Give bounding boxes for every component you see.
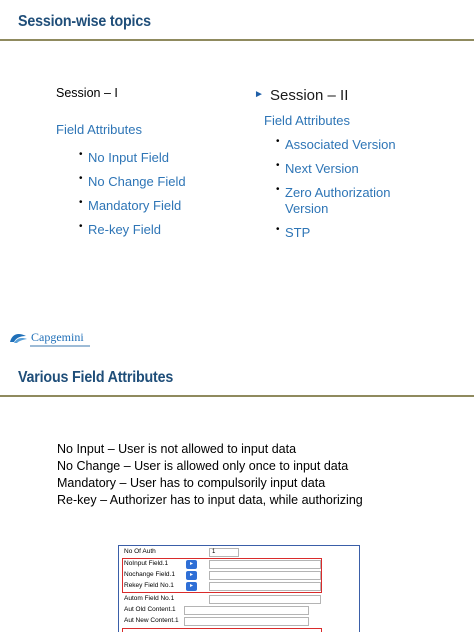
logo-text: Capgemini [31,330,84,344]
attribute-descriptions [57,441,363,509]
session-2-list [276,137,396,241]
bullet-icon: • [79,173,83,184]
form-field[interactable] [184,617,309,626]
slide-title: Session-wise topics [18,13,151,30]
form-field[interactable] [209,560,321,569]
form-field[interactable] [184,606,309,615]
slide-various-field-attributes [0,356,474,632]
form-field[interactable] [209,571,321,580]
description-line: No Input – User is not allowed to input data [57,442,297,456]
list-item: • Associated Version [276,136,396,152]
session-1-label: Session – I [56,86,118,100]
description-line: No Change – User is allowed only once to input data [57,459,349,473]
list-item: • Next Version [276,160,359,176]
bullet-icon: • [276,136,280,147]
bullet-icon: • [276,160,280,171]
form-field[interactable]: 1 [209,548,239,557]
form-row: Aut Old Content.1 [124,606,354,616]
list-item: • Re-key Field [79,221,161,237]
capgemini-logo [8,330,84,345]
list-item: • Mandatory Field [79,197,182,213]
form-row: NoInput Field.1 ▸ [124,560,354,570]
form-row: No Of Auth 1 [124,548,354,558]
bullet-icon: • [79,149,83,160]
form-field[interactable] [209,582,321,591]
form-row: Autom Field No.1 [124,595,354,605]
session-2-heading: Field Attributes [264,113,350,128]
spade-logo-icon [8,332,28,344]
bullet-icon: • [276,184,280,195]
form-row: Aut New Content.1 [124,617,354,627]
form-screenshot [118,545,360,632]
list-item: • STP [276,224,311,240]
list-item: • No Change Field [79,173,186,189]
highlight-box [122,628,322,632]
logo-tagline-bar [30,345,90,347]
slide-title: Various Field Attributes [18,369,174,386]
form-field[interactable] [209,595,321,604]
list-item: • Zero Authorization Version [276,184,391,216]
session-2-label: Session – II [270,87,349,104]
description-line: Re-key – Authorizer has to input data, while authorizing [57,493,363,507]
dropdown-icon[interactable]: ▸ [186,582,197,591]
title-rule [0,39,474,41]
description-line: Mandatory – User has to compulsorily input data [57,476,326,490]
session-1-list [79,150,186,238]
dropdown-icon[interactable]: ▸ [186,560,197,569]
arrow-bullet-icon: ► [254,89,264,100]
bullet-icon: • [79,221,83,232]
form-row: Nochange Field.1 ▸ [124,571,354,581]
bullet-icon: • [79,197,83,208]
dropdown-icon[interactable]: ▸ [186,571,197,580]
bullet-icon: • [276,224,280,235]
list-item: • No Input Field [79,149,169,165]
session-1-heading: Field Attributes [56,122,142,137]
title-rule [0,395,474,397]
form-row: Rekey Field No.1 ▸ [124,582,354,592]
